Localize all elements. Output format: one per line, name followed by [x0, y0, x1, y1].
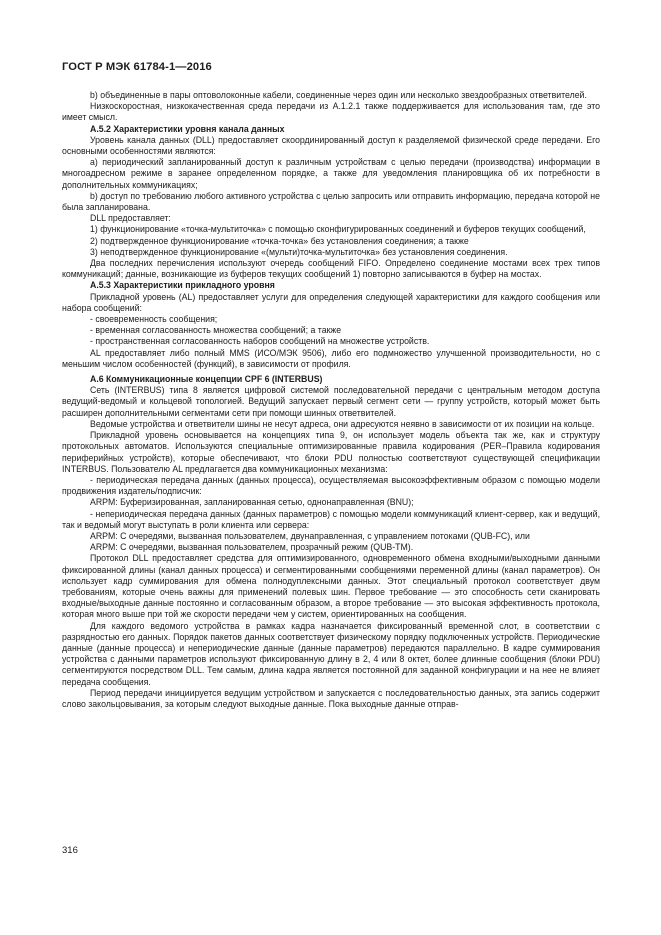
paragraph: 3) неподтвержденное функционирование «(мульти)точка-мультиточка» без установления соединения.: [90, 246, 508, 257]
paragraph: Ведомые устройства и ответвители шины не несут адреса, они адресуются неявно в зависимости от их позиции на кольце.: [90, 418, 595, 429]
section-heading: A.5.3 Характеристики прикладного уровня: [90, 280, 275, 291]
paragraph: Протокол DLL предоставляет средства для оптимизированного, одновременного обмена входными/выходными данными фиксированной длины (канал данных процесса) и сегментированными сообщениями переменной длины (канал параметров). Он использует кадр суммирования для обмена полнодуплексными данных. Этот специальный протокол соответствует двум требованиям, которые очень важны для применений полевых шин. Первое требование — это способность сети сканировать входные/выходные данные постоянно и согласованным образом, а второе требование — это высокая эффективность протокола, которая много выше при той же скорости передачи чем у систем, ориентированных на сообщения.: [62, 553, 600, 620]
paragraph: 1) функционирование «точка-мультиточка» с помощью сконфигурированных соединений и буферов текущих сообщений,: [90, 224, 586, 235]
paragraph: Сеть (INTERBUS) типа 8 является цифровой системой последовательной передачи с центральным методом доступа ведущий-ведомый и кольцевой топологией. Ведущий запускает первый сегмент сети — группу устройств, который может быть расширен дополнительными сегментами сети при помощи шинных ответвителей.: [62, 385, 600, 418]
paragraph: ARPM: С очередями, вызванная пользователем, прозрачный режим (QUB-TM).: [90, 542, 414, 553]
paragraph: Прикладной уровень (AL) предоставляет услуги для определения следующей характеристики для каждого сообщения или набора сообщений:: [62, 291, 600, 313]
paragraph: Для каждого ведомого устройства в рамках кадра назначается фиксированный временной слот, в соответствии с разрядностью его данных. Порядок пакетов данных соответствует физическому порядку подключенных устройств. Периодические данные (данные процесса) и непериодические данные (данные параметров) передаются параллельно. В кадре суммирования устройства с данными параметров используют фиксированную длину в 2, 4 или 8 октет, более длинные сообщения (блоки PDU) сегментируются посредством DLL. Тем самым, длина кадра является постоянной для заданной конфигурации и на нее не влияет передача сообщения.: [62, 620, 600, 687]
paragraph: - пространственная согласованность наборов сообщений на множестве устройств.: [90, 336, 430, 347]
paragraph: ARPM: С очередями, вызванная пользователем, двунаправленная, с управлением потоками (QUB-FC), или: [90, 530, 530, 541]
paragraph: Прикладной уровень основывается на концепциях типа 9, он использует модель объекта так же, как и структуру протокольных автоматов. Используются специальные оптимизированные правила кодирования (PER–Правила кодирования периферийных устройств), которые обеспечивают, что блоки PDU полностью соответствуют существующей спецификации INTERBUS. Пользователю AL предлагается два коммуникационных механизма:: [62, 430, 600, 474]
paragraph: b) объединенные в пары оптоволоконные кабели, соединенные через один или несколько звездообразных ответвителей.: [90, 90, 587, 100]
section-heading: A.6 Коммуникационные концепции CPF 6 (INTERBUS): [90, 374, 323, 385]
section-heading: A.5.2 Характеристики уровня канала данных: [90, 123, 285, 134]
paragraph: DLL предоставляет:: [90, 213, 171, 224]
paragraph: - временная согласованность множества сообщений; а также: [90, 325, 342, 336]
paragraph: - периодическая передача данных (данных процесса), осуществляемая высокоэффективным образом с помощью модели продвижения издатель/подписчик:: [62, 474, 600, 497]
paragraph: b) доступ по требованию любого активного устройства с целью запросить или отправить информацию, передача которой не была запланирована.: [62, 190, 600, 213]
page-number: 316: [62, 845, 78, 856]
document-body: [62, 90, 600, 710]
paragraph: Низкоскоростная, низкокачественная среда передачи из A.1.2.1 также поддерживается для использования там, где это имеет смысл.: [62, 101, 600, 123]
paragraph: ARPM: Буферизированная, запланированная сетью, однонаправленная (BNU);: [90, 497, 414, 508]
paragraph: 2) подтвержденное функционирование «точка-точка» без установления соединения; а также: [90, 235, 469, 246]
document-header: ГОСТ Р МЭК 61784-1—2016: [62, 61, 212, 73]
paragraph: Уровень канала данных (DLL) предоставляет скоординированный доступ к разделяемой физической среде передачи. Его основными особенностями являются:: [62, 134, 600, 157]
paragraph: Период передачи инициируется ведущим устройством и запускается с последовательностью данных, эта запись содержит слово закольцовывания, за которым следуют выходные данные. Пока выходные данные отправ-: [62, 687, 600, 709]
paragraph: AL предоставляет либо полный MMS (ИСО/МЭК 9506), либо его подмножество улучшенной производительности, но с меньшим числом особенностей (функций), в зависимости от профиля.: [62, 347, 600, 369]
paragraph: - своевременность сообщения;: [90, 314, 218, 325]
paragraph: Два последних перечисления используют очередь сообщений FIFO. Определено соединение мостами всех трех типов коммуникаций; данные, возникающие из буферов текущих сообщений 1) повторно записываются в буфер на мостах.: [62, 258, 600, 280]
paragraph: a) периодический запланированный доступ к различным устройствам с целью передачи (производства) информации в многоадресном режиме в заранее определенном порядке, а также для уведомления планировщика об их потребности в дополнительных коммуникациях;: [62, 157, 600, 190]
paragraph: - непериодическая передача данных (данных параметров) с помощью модели коммуникаций клиент-сервер, как и ведущий, так и ведомый могут выступать в роли клиента или сервера:: [62, 508, 600, 530]
